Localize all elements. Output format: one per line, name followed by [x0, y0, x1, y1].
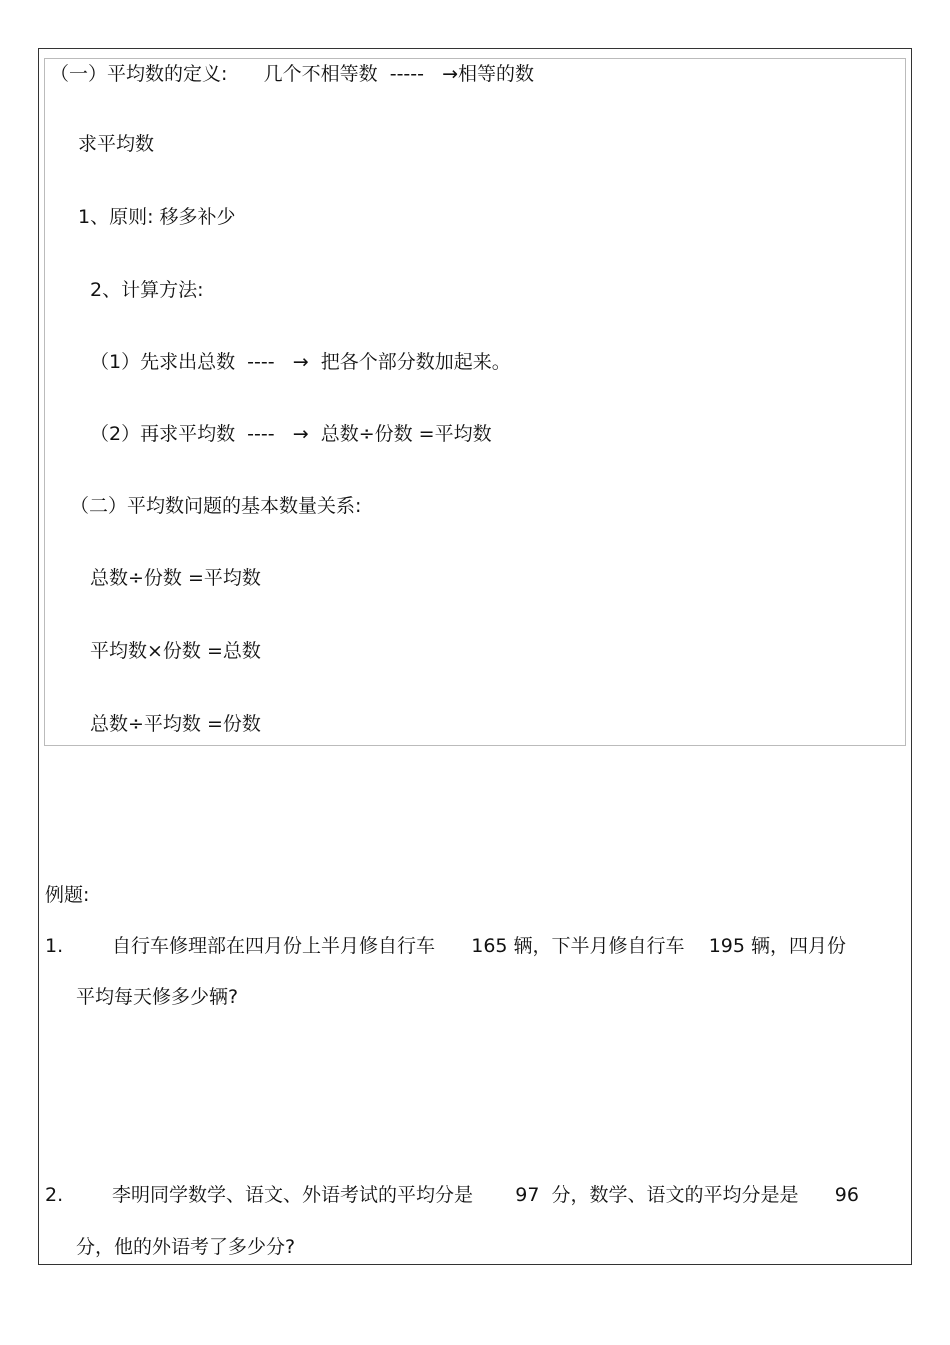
examples-heading: 例题:: [45, 884, 90, 906]
calc-method-line: 2、计算方法:: [90, 279, 204, 301]
formula-one: 总数÷份数 =平均数: [90, 567, 261, 589]
question-two-number: 2.: [45, 1184, 64, 1206]
question-one-number: 1.: [45, 935, 64, 957]
formula-three: 总数÷平均数 =份数: [90, 713, 261, 735]
formula-two: 平均数×份数 =总数: [90, 640, 261, 662]
relation-heading: （二）平均数问题的基本数量关系:: [70, 495, 362, 517]
question-two-line1: 李明同学数学、语文、外语考试的平均分是 97 分，数学、语文的平均分是是 96: [112, 1184, 859, 1206]
step-two-line: （2）再求平均数 ---- → 总数÷份数 =平均数: [90, 423, 492, 445]
question-two-line2: 分，他的外语考了多少分?: [76, 1236, 296, 1258]
step-one-line: （1）先求出总数 ---- → 把各个部分数加起来。: [90, 351, 511, 373]
question-one-line2: 平均每天修多少辆?: [76, 986, 239, 1008]
question-one-line1: 自行车修理部在四月份上半月修自行车 165 辆，下半月修自行车 195 辆，四月份: [112, 935, 847, 957]
principle-line: 1、原则: 移多补少: [78, 206, 236, 228]
definition-line: （一）平均数的定义: 几个不相等数 ----- →相等的数: [50, 63, 535, 85]
method-title: 求平均数: [78, 133, 155, 155]
